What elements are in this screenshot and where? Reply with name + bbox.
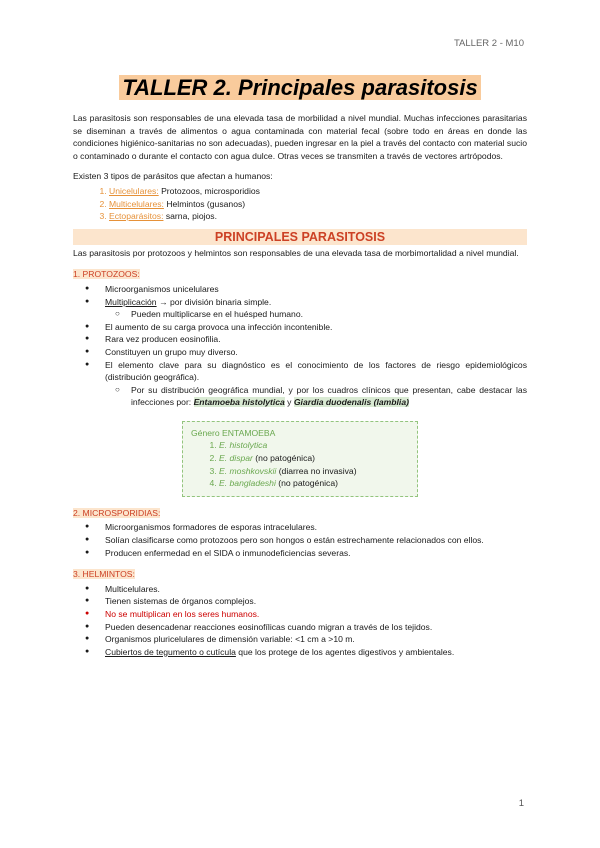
species-note: (diarrea no invasiva) <box>276 465 357 476</box>
species-name: E. bangladeshi <box>219 478 276 489</box>
sub-item-text: y <box>284 397 294 408</box>
page-title-wrap <box>73 74 527 102</box>
species-name: E. moshkovskii <box>219 465 277 476</box>
sub-list <box>105 308 527 321</box>
list-item-text: → por división binaria simple. <box>156 296 272 307</box>
species-name: E. dispar <box>219 453 253 464</box>
sub-list <box>105 384 527 409</box>
entamoeba-item <box>219 439 409 452</box>
protozoos-list <box>73 283 527 409</box>
list-item <box>105 646 527 659</box>
list-item-text: El elemento clave para su diagnóstico es el conocimiento de los factores de riesgo epidemiológicos (distribución geográfica). <box>105 359 527 383</box>
species-giardia: Giardia duodenalis (lamblia) <box>293 397 409 408</box>
parasite-types-list <box>73 185 527 223</box>
species-name: E. histolytica <box>219 440 268 451</box>
list-item: ● Rara vez producen eosinofilia. <box>105 333 527 346</box>
microsporidias-list <box>73 521 527 559</box>
entamoeba-list <box>191 439 409 489</box>
type-item-2 <box>109 198 527 211</box>
entamoeba-box-title: Género ENTAMOEBA <box>191 427 276 438</box>
list-item: ● Pueden desencadenar reacciones eosinofílicas cuando migran a través de los tejidos. <box>105 621 527 634</box>
list-item: ● Microorganismos unicelulares <box>105 283 527 296</box>
entamoeba-item <box>219 452 409 465</box>
term-multiplicacion: Multiplicación <box>105 296 157 307</box>
helmintos-heading-wrap <box>73 568 527 581</box>
list-item: ● Constituyen un grupo muy diverso. <box>105 346 527 359</box>
entamoeba-item <box>219 477 409 490</box>
helmintos-heading: 3. HELMINTOS: <box>73 569 135 580</box>
list-item: ● Producen enfermedad en el SIDA o inmunodeficiencias severas. <box>105 547 527 560</box>
type-desc: sarna, piojos. <box>163 211 217 222</box>
helmintos-list <box>73 583 527 659</box>
sub-item-text: Por su distribución geográfica mundial, y por los cuadros clínicos que presentan, cabe destacar las infecciones por: <box>131 384 527 408</box>
type-item-1 <box>109 185 527 198</box>
sub-list-item: ○ Pueden multiplicarse en el huésped humano. <box>131 308 527 321</box>
intro-paragraph: Las parasitosis son responsables de una elevada tasa de morbilidad a nivel mundial. Muchas infecciones parasitarias se diseminan a través de alimentos o agua contaminada con material fecal (sobre todo en áreas en donde las condiciones higiénico-sanitarias no son adecuadas), pueden ingresar en la piel a través del contacto con material sucio o contaminado o durante el contacto con agua dulce. Otras veces se transmiten a través de vectores artrópodos. <box>73 113 527 161</box>
microsporidias-heading: 2. MICROSPORIDIAS: <box>73 507 161 518</box>
entamoeba-box <box>182 421 418 497</box>
page-number: 1 <box>518 798 524 809</box>
type-desc: Helmintos (gusanos) <box>163 198 246 209</box>
protozoos-heading: 1. PROTOZOOS: <box>73 269 140 280</box>
list-item-warning: ● No se multiplican en los seres humanos. <box>105 608 527 621</box>
list-item-text: que los protege de los agentes digestivos y ambientales. <box>235 646 455 657</box>
term-tegumento: Cubiertos de tegumento o cutícula <box>105 646 236 657</box>
page-title: TALLER 2. Principales parasitosis <box>119 75 480 100</box>
list-item <box>105 359 527 409</box>
type-desc: Protozoos, microsporidios <box>158 185 260 196</box>
type-label: Multicelulares: <box>109 198 164 209</box>
species-entamoeba: Entamoeba histolytica <box>193 397 285 408</box>
running-header: TALLER 2 - M10 <box>453 38 524 49</box>
list-item: ● Multicelulares. <box>105 583 527 596</box>
protozoos-heading-wrap <box>73 268 527 281</box>
list-item: ● El aumento de su carga provoca una infección incontenible. <box>105 321 527 334</box>
sub-list-item <box>131 384 527 409</box>
entamoeba-item <box>219 465 409 478</box>
list-item: ● Tienen sistemas de órganos complejos. <box>105 595 527 608</box>
type-item-3 <box>109 210 527 223</box>
list-item <box>105 296 527 321</box>
species-note: (no patogénica) <box>275 478 338 489</box>
section-heading: PRINCIPALES PARASITOSIS <box>73 229 527 245</box>
type-label: Ectoparásitos: <box>109 211 164 222</box>
list-item: ● Organismos pluricelulares de dimensión variable: <1 cm a >10 m. <box>105 633 527 646</box>
list-item: ● Solían clasificarse como protozoos pero son hongos o están estrechamente relacionados con ellos. <box>105 534 527 547</box>
document-body <box>73 74 527 658</box>
microsporidias-heading-wrap <box>73 507 527 520</box>
species-note: (no patogénica) <box>252 453 316 464</box>
section-intro: Las parasitosis por protozoos y helmintos son responsables de una elevada tasa de morbimortalidad a nivel mundial. <box>73 247 519 258</box>
list-item: ● Microorganismos formadores de esporas intracelulares. <box>105 521 527 534</box>
types-intro: Existen 3 tipos de parásitos que afectan a humanos: <box>73 171 273 182</box>
type-label: Unicelulares: <box>109 185 159 196</box>
